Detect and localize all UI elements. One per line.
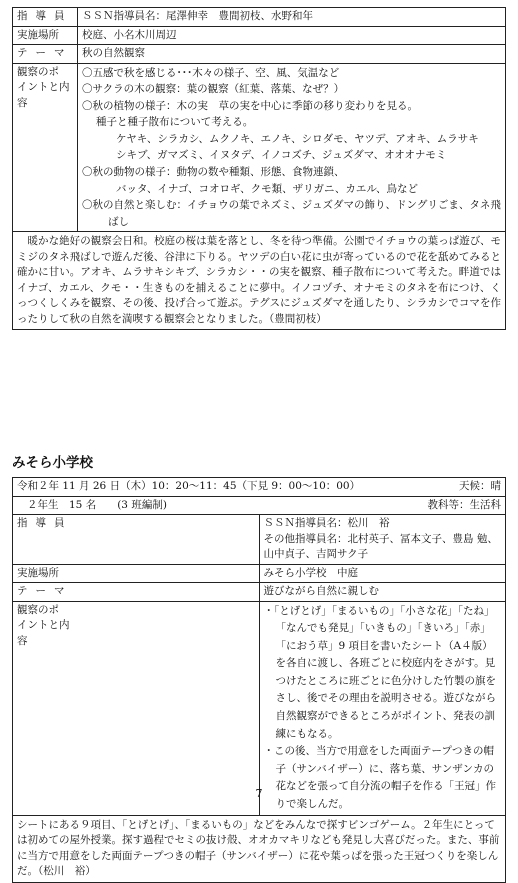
points-label: 観察のポ イントと内 容 (13, 601, 260, 815)
summary-text: 暖かな絶好の観察会日和。校庭の桜は葉を落とし、冬を待つ準備。公園でイチョウの葉っぱ遊び、モミジのタネ飛ばしで遊んだ後、谷津に下りる。ヤツデの白い花に虫が寄っているので花を舐めてみると確かに甘い。アオキ、ムラサキシキブ、シラカシ・・の実を観察、種子散布について考えた。畔道ではイナゴ、カエル、クモ・・生きものを捕えることに夢中。イノコヅチ、オナモミのタネを布につけ、くっつくしくみを観察、その後、投げ合って遊ぶ。テグスにジュズダマを通したり、シラカシでコマを作ったりして秋の自然を満喫する観察会となりました。（豊間初枝） (13, 232, 506, 330)
point-item: 〇秋の自然と楽しむ：イチョウの葉でネズミ、ジュズダマの飾り、ドングリごま、タネ飛 (82, 199, 501, 212)
place-value: 校庭、小名木川周辺 (78, 26, 506, 45)
point-item-continued: ばし (108, 215, 129, 228)
points-label: 観察のポ イントと内 容 (13, 63, 78, 232)
page-number: 7 (255, 787, 263, 800)
point-item: ・この後、当方で用意をした両面テープつきの帽子（サンバイザー）に、落ち葉、サンザンカの花などを張って自分流の帽子を作る「王冠」作りで楽しんだ。 (263, 745, 496, 811)
subject: 教科等：生活科 (427, 498, 501, 511)
instructor-label: 指導員 (17, 517, 73, 529)
point-item: 〇秋の動物の様子：動物の数や種類、形態、食物連鎖、 (82, 166, 345, 179)
instructor-label: 指導員 (17, 10, 73, 22)
weather: 天候：晴 (459, 480, 501, 492)
point-item: 〇五感で秋を感じる･･･木々の様子、空、風、気温など (82, 66, 340, 79)
theme-value: 秋の自然観察 (78, 45, 506, 64)
species-list: シキブ、ガマズミ、イヌタデ、イノコズチ、ジュズダマ、オオオナモミ (116, 149, 447, 162)
summary-text: シートにある９項目、「とげとげ」、「まるいもの」などをみんなで探すビンゴゲーム。２年生にとっては初めての屋外授業。探す過程でセミの抜け殻、オオカマキリなども発見し大喜びだった。また、事前に当方で用意をした両面テープつきの帽子（サンバイザー）に花や葉っぱを張った王冠つくりを楽しんだ。（松川 裕） (13, 815, 506, 882)
species-list: ケヤキ、シラカシ、ムクノキ、エノキ、シロダモ、ヤツデ、アオキ、ムラサキ (116, 132, 479, 145)
instructor-value: ＳＳＮ指導員名：松川 裕 (263, 517, 390, 529)
date-time: 令和２年 11 月 26 日（木）10：20～11：45（下見 9：00～10：00） (17, 480, 361, 492)
points-content (78, 63, 506, 232)
point-item: 〇秋の植物の様子：木の実 草の実を中心に季節の移り変わりを見る。 (82, 99, 418, 112)
observation-report-table-2 (12, 477, 506, 883)
points-content (259, 601, 506, 815)
theme-value: 遊びながら自然に親しむ (259, 583, 506, 602)
animal-list: バッタ、イナゴ、コオロギ、クモ類、ザリガニ、カエル、鳥など (116, 182, 418, 195)
place-label: 実施場所 (13, 564, 260, 583)
place-label: 実施場所 (13, 26, 78, 45)
point-subitem: 種子と種子散布について考える。 (96, 116, 254, 129)
observation-report-table-1 (12, 7, 506, 330)
grade-info: ２年生 15 名 (3 班編制) (27, 498, 167, 511)
other-instructors: その他指導員名：北村英子、冨本文子、豊島 勉、山中貞子、吉岡サク子 (263, 532, 498, 560)
theme-label: テーマ (17, 585, 73, 597)
point-item: 〇サクラの木の観察：葉の観察（紅葉、落葉、なぜ？） (82, 83, 345, 96)
instructor-value: ＳＳＮ指導員名：尾澤伸幸 豊間初枝、水野和年 (78, 8, 506, 27)
point-item: ・「とげとげ」「まるいもの」「小さな花」「たね」「なんでも発見」「いきもの」「きいろ」「赤」「におう草」9 項目を書いたシート（A４版）を各自に渡し、各班ごとに校庭内をさがす。見つけたところに班ごとに色分けした竹製の旗をさし、後でその理由を説明させる。遊びながら自然観察ができるところがポイント、発表の訓練にもなる。 (263, 604, 496, 740)
theme-label: テーマ (17, 47, 73, 59)
place-value: みそら小学校 中庭 (259, 564, 506, 583)
school-title: みそら小学校 (12, 455, 93, 471)
